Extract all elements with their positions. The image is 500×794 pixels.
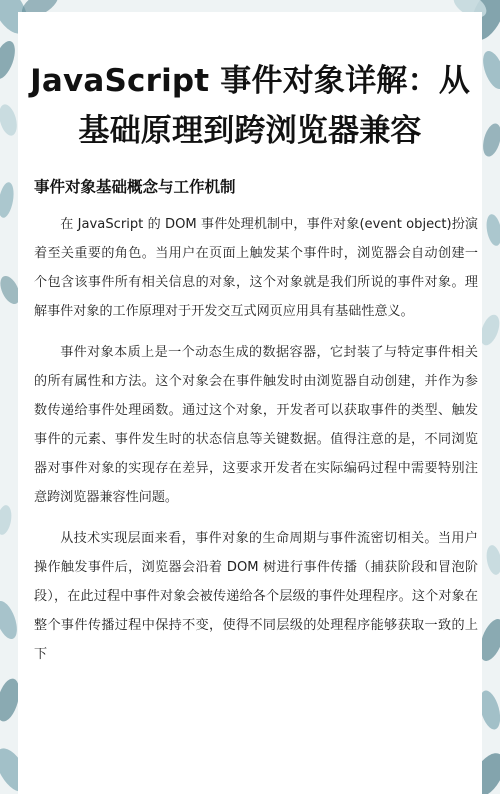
paragraph-3: 从技术实现层面来看，事件对象的生命周期与事件流密切相关。当用户操作触发事件后，浏览器会沿着 DOM 树进行事件传播（捕获阶段和冒泡阶段），在此过程中事件对象会被传递给各个层级的事件处理程序。这个对象在整个事件传播过程中保持不变，使得不同层级的处理程序能够获取一致的上下 [34, 531, 478, 662]
paragraph-1: 在 JavaScript 的 DOM 事件处理机制中，事件对象(event object)扮演着至关重要的角色。当用户在页面上触发某个事件时，浏览器会自动创建一个包含该事件所有相关信息的对象，这个对象就是我们所说的事件对象。理解事件对象的工作原理对于开发交互式网页应用具有基础性意义。 [34, 217, 478, 319]
article-body [34, 210, 478, 681]
paragraph-2: 事件对象本质上是一个动态生成的数据容器，它封装了与特定事件相关的所有属性和方法。这个对象会在事件触发时由浏览器自动创建，并作为参数传递给事件处理函数。通过这个对象，开发者可以获取事件的类型、触发事件的元素、事件发生时的状态信息等关键数据。值得注意的是，不同浏览器对事件对象的实现存在差异，这要求开发者在实际编码过程中需要特别注意跨浏览器兼容性问题。 [34, 345, 478, 505]
article-title-line-2: 基础原理到跨浏览器兼容 [78, 113, 422, 149]
article-title [18, 56, 482, 156]
article-page [18, 12, 482, 794]
section-heading: 事件对象基础概念与工作机制 [34, 178, 236, 196]
article-title-line-1: JavaScript 事件对象详解：从 [30, 63, 470, 99]
